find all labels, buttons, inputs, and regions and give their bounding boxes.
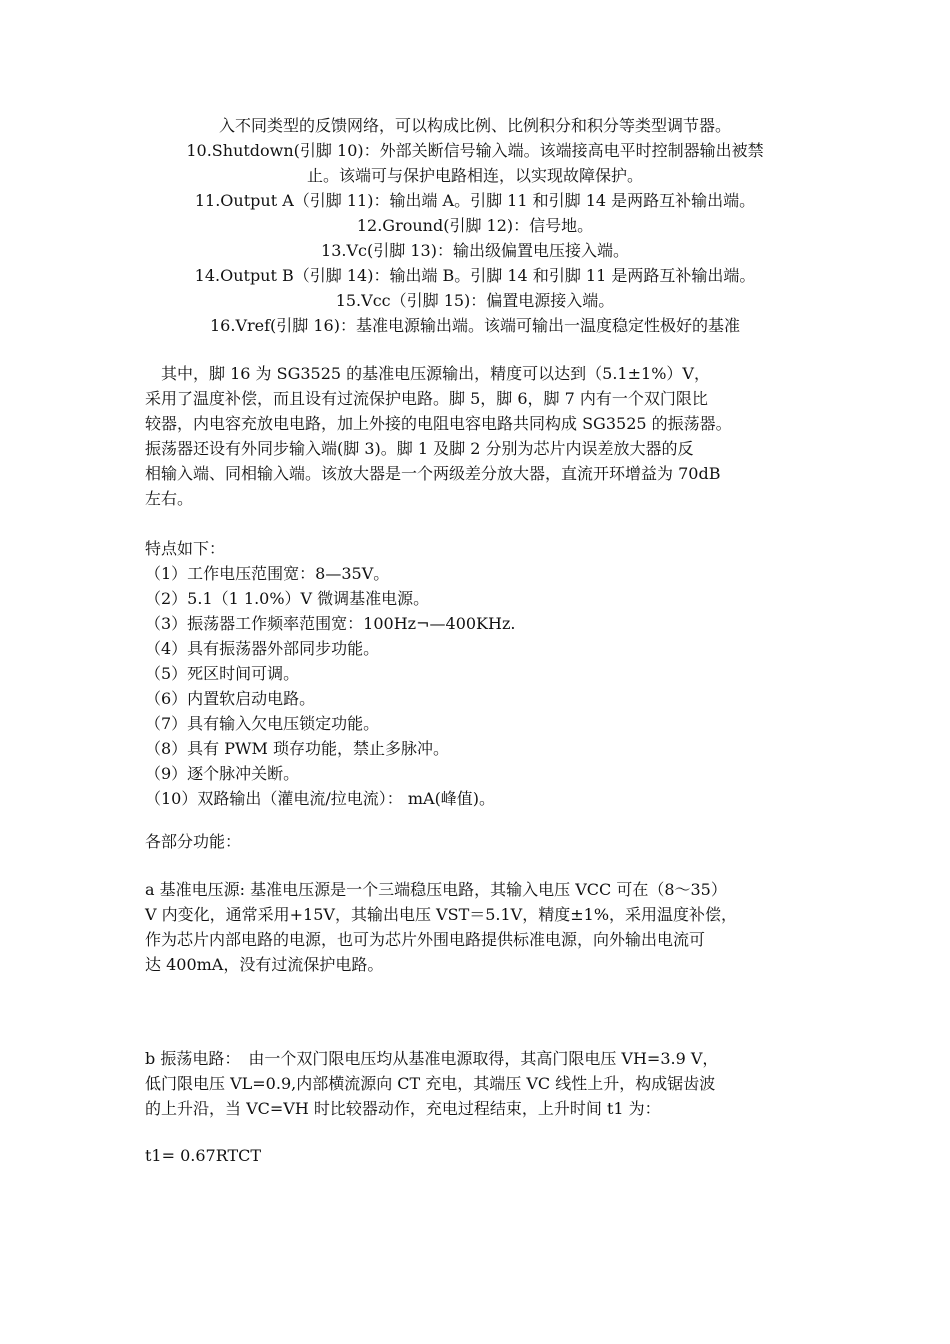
- pin-desc-line-6: 13.Vc(引脚 13)：输出级偏置电压接入端。: [321, 241, 629, 260]
- feature-item: （6）内置软启动电路。: [145, 689, 316, 708]
- rise-time-formula: t1= 0.67RTCT: [145, 1146, 262, 1165]
- feature-item: （7）具有输入欠电压锁定功能。: [145, 714, 380, 733]
- pin-desc-line-8: 15.Vcc（引脚 15)：偏置电源接入端。: [335, 291, 615, 310]
- functions-heading: 各部分功能：: [145, 832, 242, 851]
- pin-desc-line-7: 14.Output B（引脚 14)：输出端 B。引脚 14 和引脚 11 是两路互补输出端。: [194, 266, 756, 285]
- intro-line-3: 较器，内电容充放电电路，加上外接的电阻电容电路共同构成 SG3525 的振荡器。: [145, 414, 732, 433]
- intro-line-2: 采用了温度补偿，而且设有过流保护电路。脚 5，脚 6，脚 7 内有一个双门限比: [145, 389, 708, 408]
- pin-desc-line-5: 12.Ground(引脚 12)：信号地。: [356, 216, 594, 235]
- feature-item: （2）5.1（1 1.0%）V 微调基准电源。: [145, 589, 430, 608]
- feature-item: （10）双路输出（灌电流/拉电流）： mA(峰值)。: [145, 789, 496, 808]
- function-a-line-4: 达 400mA，没有过流保护电路。: [145, 955, 384, 974]
- pin-desc-line-9: 16.Vref(引脚 16)：基准电源输出端。该端可输出一温度稳定性极好的基准: [210, 316, 740, 335]
- function-a-line-3: 作为芯片内部电路的电源，也可为芯片外围电路提供标准电源，向外输出电流可: [145, 930, 706, 949]
- function-a-line-2: V 内变化，通常采用+15V，其输出电压 VST＝5.1V，精度±1%，采用温度补偿，: [145, 905, 738, 924]
- function-b-line-3: 的上升沿，当 VC=VH 时比较器动作，充电过程结束，上升时间 t1 为：: [145, 1099, 661, 1118]
- feature-item: （1）工作电压范围宽：8—35V。: [145, 564, 390, 583]
- intro-line-6: 左右。: [145, 489, 194, 508]
- intro-line-5: 相输入端、同相输入端。该放大器是一个两级差分放大器，直流开环增益为 70dB: [145, 464, 721, 483]
- feature-item: （5）死区时间可调。: [145, 664, 300, 683]
- function-a-line-1: a 基准电压源: 基准电压源是一个三端稳压电路，其输入电压 VCC 可在（8～35）: [145, 880, 727, 899]
- function-b-paragraph: [145, 1046, 815, 1121]
- feature-item: （9）逐个脉冲关断。: [145, 764, 300, 783]
- pin-desc-line-3: 止。该端可与保护电路相连，以实现故障保护。: [306, 166, 643, 185]
- feature-item: （4）具有振荡器外部同步功能。: [145, 639, 380, 658]
- intro-paragraph: [145, 361, 815, 511]
- pin-desc-line-4: 11.Output A（引脚 11)：输出端 A。引脚 11 和引脚 14 是两路互补输出端。: [194, 191, 756, 210]
- intro-line-4: 振荡器还设有外同步输入端(脚 3)。脚 1 及脚 2 分别为芯片内误差放大器的反: [145, 439, 694, 458]
- pin-desc-line-1: 入不同类型的反馈网络，可以构成比例、比例积分和积分等类型调节器。: [218, 116, 731, 135]
- features-section: [145, 536, 815, 811]
- feature-item: （3）振荡器工作频率范围宽：100Hz¬—400KHz.: [145, 614, 516, 633]
- intro-line-1: 其中，脚 16 为 SG3525 的基准电压源输出，精度可以达到（5.1±1%）V，: [145, 364, 710, 383]
- features-heading: 特点如下：: [145, 539, 226, 558]
- function-b-line-1: b 振荡电路： 由一个双门限电压均从基准电源取得，其高门限电压 VH=3.9 V，: [145, 1049, 719, 1068]
- pin-desc-line-2: 10.Shutdown(引脚 10)：外部关断信号输入端。该端接高电平时控制器输出被禁: [186, 141, 764, 160]
- function-b-line-2: 低门限电压 VL=0.9,内部横流源向 CT 充电，其端压 VC 线性上升，构成锯齿波: [145, 1074, 716, 1093]
- function-a-paragraph: [145, 877, 815, 977]
- feature-item: （8）具有 PWM 琐存功能，禁止多脉冲。: [145, 739, 449, 758]
